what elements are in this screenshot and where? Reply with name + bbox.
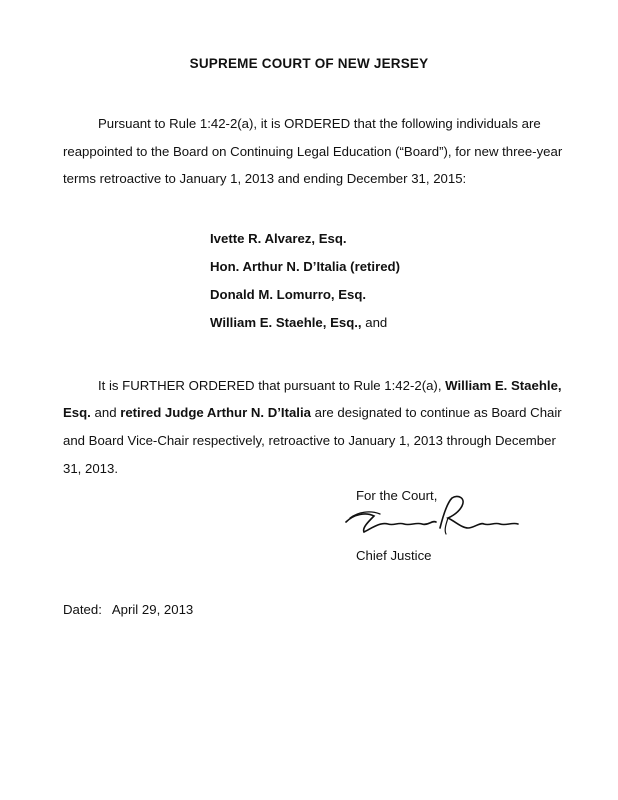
signature-image — [344, 492, 529, 538]
signature-block — [356, 488, 556, 563]
appointee-name: William E. Staehle, Esq., and — [210, 315, 388, 330]
paragraph1-line3: terms retroactive to January 1, 2013 and ending December 31, 2015: — [63, 171, 467, 186]
paragraph2-line2: Esq. and retired Judge Arthur N. D’Italia are designated to continue as Board Chair — [63, 405, 562, 420]
chief-justice-title: Chief Justice — [356, 548, 432, 563]
dated-value: April 29, 2013 — [111, 602, 194, 617]
paragraph2-line4: 31, 2013. — [63, 461, 118, 476]
paragraph1-line1: Pursuant to Rule 1:42-2(a), it is ORDERED that the following individuals are — [98, 116, 541, 131]
appointee-name: Donald M. Lomurro, Esq. — [210, 287, 367, 302]
paragraph2-line3: and Board Vice-Chair respectively, retroactive to January 1, 2013 through December — [63, 433, 556, 448]
appointee-name: Hon. Arthur N. D’Italia (retired) — [210, 259, 401, 274]
dated-line — [63, 602, 193, 617]
paragraph2-line1: It is FURTHER ORDERED that pursuant to Rule 1:42-2(a), William E. Staehle, — [98, 378, 562, 393]
paragraph1-line2: reappointed to the Board on Continuing Legal Education (“Board”), for new three-year — [63, 144, 563, 159]
court-title: SUPREME COURT OF NEW JERSEY — [189, 56, 429, 71]
dated-label: Dated: — [63, 602, 102, 617]
for-the-court: For the Court, — [356, 488, 438, 503]
appointee-name: Ivette R. Alvarez, Esq. — [210, 231, 347, 246]
appointee-list — [210, 225, 400, 337]
